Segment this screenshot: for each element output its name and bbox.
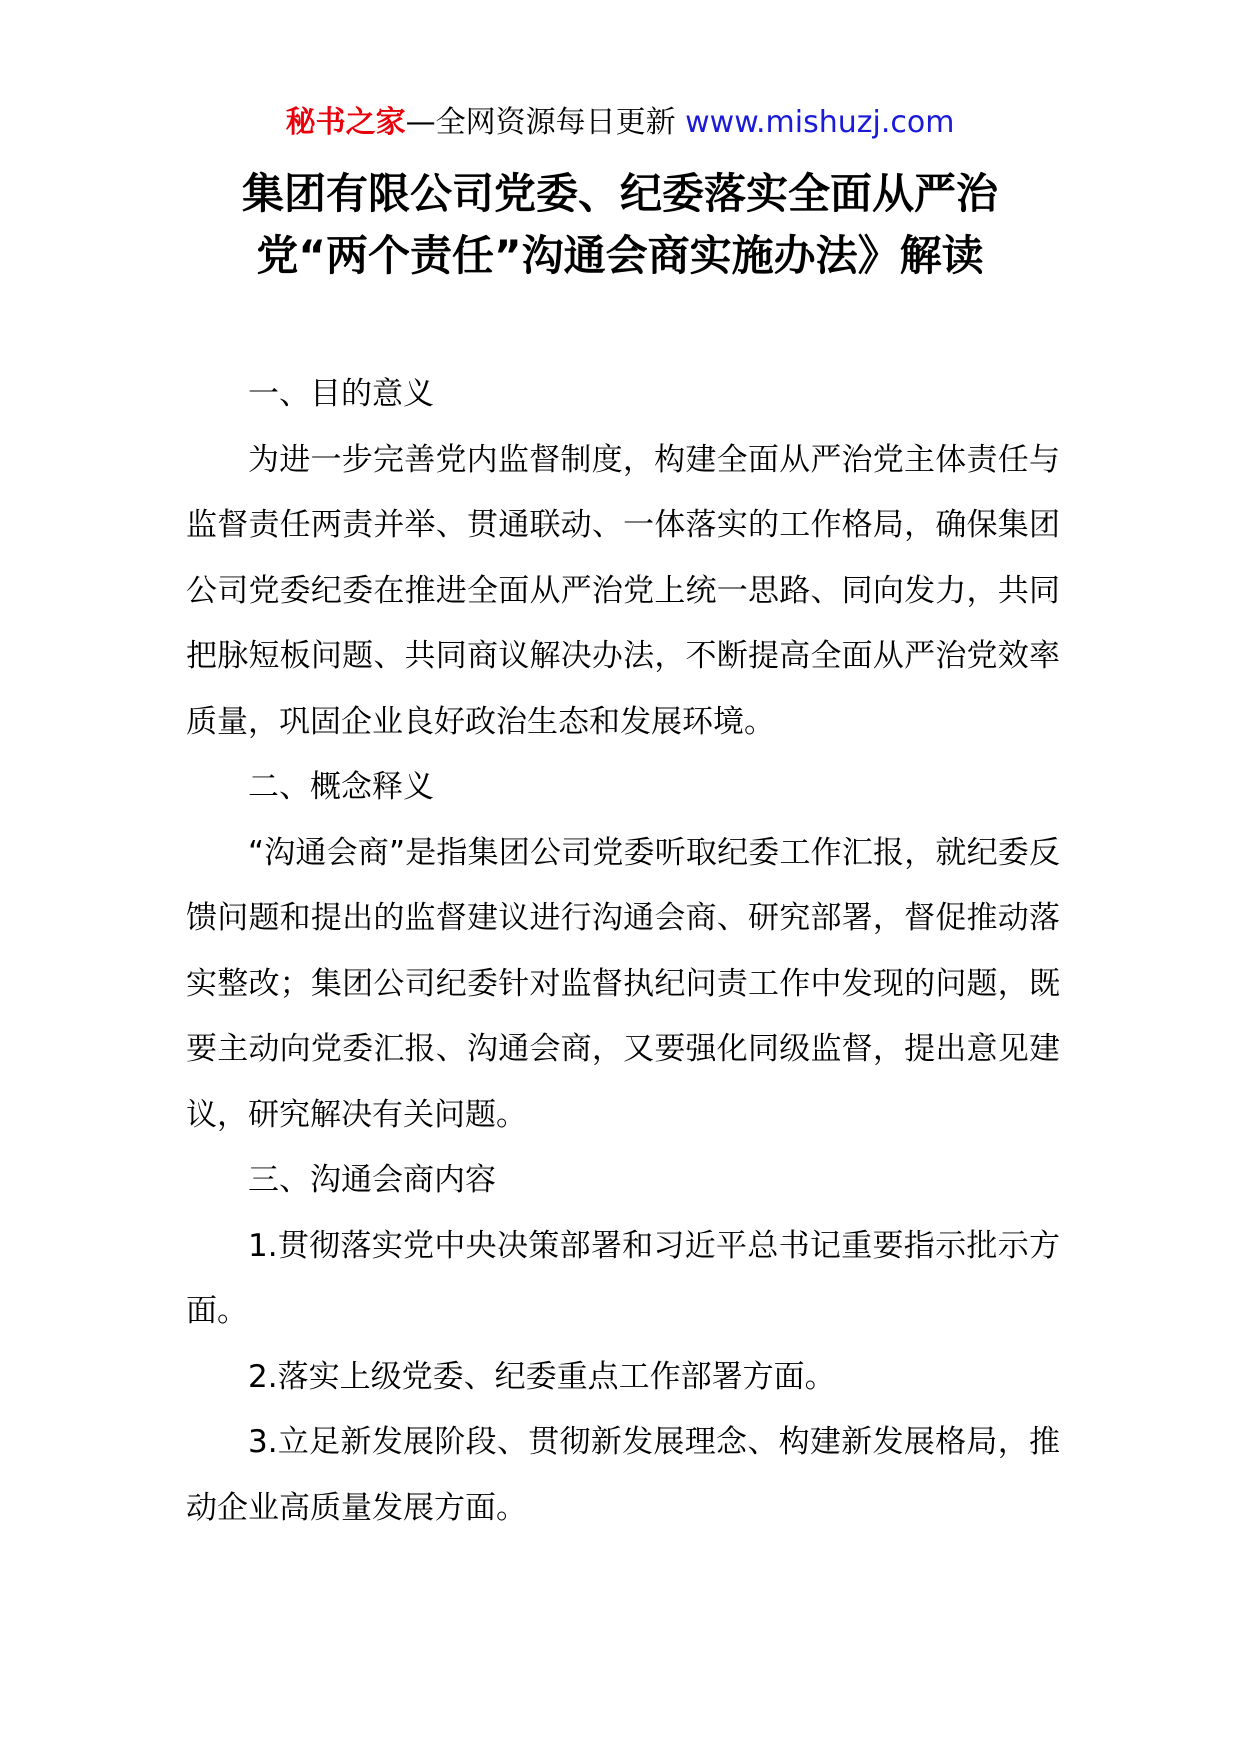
section-heading-concept: 二、概念释义 <box>248 769 434 805</box>
list-item-3: 3.立足新发展阶段、贯彻新发展理念、构建新发展格局，推动企业高质量发展方面。 <box>186 1424 1060 1526</box>
document-title <box>180 163 1060 287</box>
header-slogan: —全网资源每日更新 <box>405 105 686 140</box>
section-heading-content: 三、沟通会商内容 <box>248 1162 496 1198</box>
paragraph-concept: “沟通会商”是指集团公司党委听取纪委工作汇报，就纪委反馈问题和提出的监督建议进行沟通会商、研究部署，督促推动落实整改；集团公司纪委针对监督执纪问责工作中发现的问题，既要主动向党委汇报、沟通会商，又要强化同级监督，提出意见建议，研究解决有关问题。 <box>186 834 1060 1133</box>
document-body <box>186 362 1060 1541</box>
site-header <box>0 100 1240 146</box>
list-item-1: 1.贯彻落实党中央决策部署和习近平总书记重要指示批示方面。 <box>186 1227 1060 1329</box>
paragraph-purpose: 为进一步完善党内监督制度，构建全面从严治党主体责任与监督责任两责并举、贯通联动、一体落实的工作格局，确保集团公司党委纪委在推进全面从严治党上统一思路、同向发力，共同把脉短板问题、共同商议解决办法，不断提高全面从严治党效率质量，巩固企业良好政治生态和发展环境。 <box>186 441 1060 740</box>
title-line-1: 集团有限公司党委、纪委落实全面从严治 <box>241 169 998 218</box>
list-item-2: 2.落实上级党委、纪委重点工作部署方面。 <box>248 1358 836 1395</box>
site-url-link[interactable]: www.mishuzj.com <box>685 105 955 140</box>
brand-name: 秘书之家 <box>285 105 406 140</box>
title-line-2: 党“两个责任”沟通会商实施办法》解读 <box>256 231 984 280</box>
section-heading-purpose: 一、目的意义 <box>248 376 434 412</box>
